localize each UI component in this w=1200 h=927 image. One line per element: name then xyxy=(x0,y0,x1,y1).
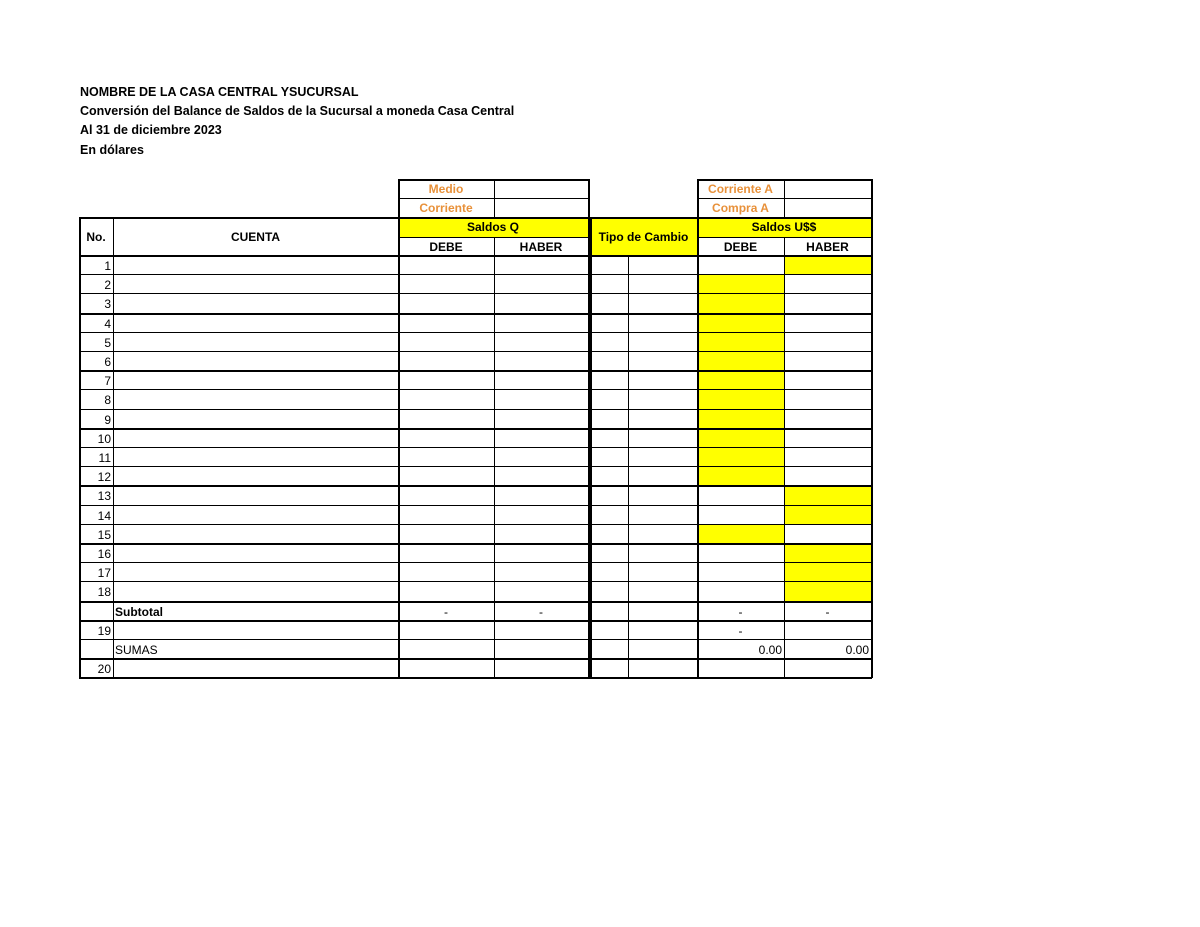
compra-a-label: Compra A xyxy=(712,200,769,215)
title-company: NOMBRE DE LA CASA CENTRAL YSUCURSAL xyxy=(80,85,359,99)
subtotal-usd-debe: - xyxy=(738,604,743,619)
usd-debe-header: DEBE xyxy=(723,239,758,254)
cuenta-cell[interactable] xyxy=(113,256,398,275)
tipo-cambio-cell[interactable] xyxy=(590,390,628,410)
sumas-label: SUMAS xyxy=(115,642,158,657)
saldos-usd-header: Saldos U$$ xyxy=(697,217,871,237)
tipo-cambio-cell-2[interactable] xyxy=(628,429,697,448)
q-debe-cell[interactable] xyxy=(398,525,494,544)
row-number: 15 xyxy=(97,527,111,542)
corriente-label: Corriente xyxy=(419,200,473,215)
title-date: Al 31 de diciembre 2023 xyxy=(80,123,222,137)
row-number: 19 xyxy=(97,623,111,638)
tipo-cambio-cell[interactable] xyxy=(590,352,628,371)
row-number: 6 xyxy=(104,354,111,369)
usd-haber-cell[interactable] xyxy=(784,506,871,525)
usd-debe-cell[interactable] xyxy=(697,544,784,563)
cuenta-cell[interactable] xyxy=(113,429,398,448)
q-haber-cell[interactable] xyxy=(494,448,588,467)
usd-haber-cell[interactable] xyxy=(784,429,871,448)
tipo-cambio-cell-2[interactable] xyxy=(628,448,697,467)
q-haber-cell[interactable] xyxy=(494,467,588,486)
usd-debe-cell[interactable] xyxy=(697,563,784,582)
q-debe-cell[interactable] xyxy=(398,467,494,486)
row-number: 10 xyxy=(97,431,111,446)
usd-debe-cell[interactable] xyxy=(697,410,784,429)
usd-haber-cell[interactable] xyxy=(784,333,871,352)
usd-debe-cell[interactable] xyxy=(697,390,784,410)
tipo-cambio-cell[interactable] xyxy=(590,275,628,294)
q-debe-cell[interactable] xyxy=(398,390,494,410)
title-currency: En dólares xyxy=(80,143,144,157)
cuenta-header: CUENTA xyxy=(230,229,281,244)
tipo-cambio-cell-2[interactable] xyxy=(628,256,697,275)
q-debe-cell[interactable] xyxy=(398,294,494,314)
row-number: 2 xyxy=(104,277,111,292)
q-debe-cell[interactable] xyxy=(398,506,494,525)
usd-haber-cell[interactable] xyxy=(784,525,871,544)
usd-haber-cell[interactable] xyxy=(784,314,871,333)
tipo-cambio-cell-2[interactable] xyxy=(628,582,697,602)
q-haber-cell[interactable] xyxy=(494,429,588,448)
row-number: 17 xyxy=(97,565,111,580)
tipo-cambio-cell-2[interactable] xyxy=(628,275,697,294)
cuenta-cell[interactable] xyxy=(113,352,398,371)
usd-debe-cell[interactable] xyxy=(697,333,784,352)
tipo-cambio-cell[interactable] xyxy=(590,467,628,486)
q-debe-cell[interactable] xyxy=(398,275,494,294)
tipo-cambio-cell[interactable] xyxy=(590,582,628,602)
cuenta-cell[interactable] xyxy=(113,314,398,333)
usd-debe-cell[interactable] xyxy=(697,525,784,544)
row-number: 5 xyxy=(104,335,111,350)
usd-haber-header: HABER xyxy=(806,239,849,254)
tipo-cambio-cell-2[interactable] xyxy=(628,467,697,486)
tipo-cambio-cell-2[interactable] xyxy=(628,333,697,352)
cuenta-cell[interactable] xyxy=(113,371,398,390)
usd-haber-cell[interactable] xyxy=(784,275,871,294)
cuenta-cell[interactable] xyxy=(113,294,398,314)
usd-debe-cell[interactable] xyxy=(697,275,784,294)
corriente-a-value[interactable] xyxy=(784,179,871,198)
cuenta-cell[interactable] xyxy=(113,467,398,486)
q-debe-cell[interactable] xyxy=(398,582,494,602)
q-haber-cell[interactable] xyxy=(494,506,588,525)
q-debe-cell[interactable] xyxy=(398,448,494,467)
q-haber-cell[interactable] xyxy=(494,486,588,506)
row-number: 11 xyxy=(98,450,111,465)
subtotal-q-haber: - xyxy=(539,604,543,619)
row-number: 4 xyxy=(104,316,111,331)
q-debe-header: DEBE xyxy=(429,239,463,254)
medio-value[interactable] xyxy=(494,179,588,198)
cuenta-cell[interactable] xyxy=(113,390,398,410)
q-haber-cell[interactable] xyxy=(494,582,588,602)
compra-a-value[interactable] xyxy=(784,198,871,217)
cuenta-cell[interactable] xyxy=(113,506,398,525)
subtotal-label: Subtotal xyxy=(115,604,163,619)
q-debe-cell[interactable] xyxy=(398,563,494,582)
tipo-cambio-cell[interactable] xyxy=(590,410,628,429)
usd-debe-cell[interactable] xyxy=(697,486,784,506)
cuenta-cell[interactable] xyxy=(113,410,398,429)
row-number: 7 xyxy=(104,373,111,388)
tipo-cambio-cell[interactable] xyxy=(590,486,628,506)
tipo-cambio-cell-2[interactable] xyxy=(628,506,697,525)
sumas-usd-haber: 0.00 xyxy=(845,642,869,657)
sumas-usd-debe: 0.00 xyxy=(758,642,782,657)
row-number: 18 xyxy=(97,585,111,599)
q-haber-cell[interactable] xyxy=(494,294,588,314)
tipo-cambio-cell[interactable] xyxy=(590,333,628,352)
tipo-cambio-cell-2[interactable] xyxy=(628,563,697,582)
cuenta-cell[interactable] xyxy=(113,448,398,467)
tipo-cambio-cell-2[interactable] xyxy=(628,410,697,429)
cuenta-cell[interactable] xyxy=(113,563,398,582)
usd-haber-cell[interactable] xyxy=(784,256,871,275)
usd-haber-cell[interactable] xyxy=(784,448,871,467)
q-debe-cell[interactable] xyxy=(398,410,494,429)
q-debe-cell[interactable] xyxy=(398,333,494,352)
row-number: 9 xyxy=(104,412,111,427)
q-haber-cell[interactable] xyxy=(494,256,588,275)
usd-debe-cell[interactable] xyxy=(697,352,784,371)
tipo-cambio-cell[interactable] xyxy=(590,506,628,525)
row-number: 12 xyxy=(97,469,111,484)
usd-debe-cell[interactable] xyxy=(697,429,784,448)
tipo-cambio-cell-2[interactable] xyxy=(628,314,697,333)
q-debe-cell[interactable] xyxy=(398,352,494,371)
tipo-cambio-cell[interactable] xyxy=(590,256,628,275)
tipo-cambio-cell[interactable] xyxy=(590,429,628,448)
row-number: 3 xyxy=(104,297,111,311)
tipo-cambio-cell-2[interactable] xyxy=(628,371,697,390)
q-haber-cell[interactable] xyxy=(494,314,588,333)
subtotal-usd-haber: - xyxy=(825,604,830,619)
tipo-cambio-cell[interactable] xyxy=(590,544,628,563)
row19-usd-debe: - xyxy=(738,623,743,638)
usd-haber-cell[interactable] xyxy=(784,410,871,429)
corriente-a-label: Corriente A xyxy=(708,181,773,196)
tipo-cambio-cell-2[interactable] xyxy=(628,390,697,410)
cuenta-cell[interactable] xyxy=(113,525,398,544)
usd-haber-cell[interactable] xyxy=(784,544,871,563)
row-number: 16 xyxy=(97,546,111,561)
row-number: 14 xyxy=(97,508,111,523)
q-haber-cell[interactable] xyxy=(494,390,588,410)
usd-debe-cell[interactable] xyxy=(697,256,784,275)
q-haber-header: HABER xyxy=(519,239,563,254)
tipo-cambio-cell-2[interactable] xyxy=(628,525,697,544)
cuenta-cell[interactable] xyxy=(113,275,398,294)
usd-debe-cell[interactable] xyxy=(697,582,784,602)
usd-debe-cell[interactable] xyxy=(697,448,784,467)
tipo-cambio-cell[interactable] xyxy=(590,371,628,390)
usd-haber-cell[interactable] xyxy=(784,371,871,390)
q-debe-cell[interactable] xyxy=(398,314,494,333)
q-debe-cell[interactable] xyxy=(398,256,494,275)
saldos-q-header: Saldos Q xyxy=(398,217,588,237)
q-debe-cell[interactable] xyxy=(398,544,494,563)
q-debe-cell[interactable] xyxy=(398,371,494,390)
cuenta-cell[interactable] xyxy=(113,544,398,563)
tipo-cambio-cell-2[interactable] xyxy=(628,352,697,371)
cuenta-cell[interactable] xyxy=(113,582,398,602)
tipo-cambio-cell[interactable] xyxy=(590,448,628,467)
tipo-cambio-cell[interactable] xyxy=(590,314,628,333)
usd-debe-cell[interactable] xyxy=(697,467,784,486)
title-description: Conversión del Balance de Saldos de la Sucursal a moneda Casa Central xyxy=(80,104,515,118)
usd-haber-cell[interactable] xyxy=(784,390,871,410)
q-debe-cell[interactable] xyxy=(398,429,494,448)
row-number: 8 xyxy=(104,393,111,407)
q-haber-cell[interactable] xyxy=(494,563,588,582)
q-haber-cell[interactable] xyxy=(494,410,588,429)
q-haber-cell[interactable] xyxy=(494,371,588,390)
usd-debe-cell[interactable] xyxy=(697,506,784,525)
tipo-cambio-cell-2[interactable] xyxy=(628,544,697,563)
cuenta-cell[interactable] xyxy=(113,486,398,506)
usd-debe-cell[interactable] xyxy=(697,371,784,390)
row-number: 1 xyxy=(104,258,111,273)
row-number: 20 xyxy=(97,661,111,676)
tipo-cambio-cell-2[interactable] xyxy=(628,486,697,506)
usd-haber-cell[interactable] xyxy=(784,467,871,486)
usd-debe-cell[interactable] xyxy=(697,314,784,333)
q-haber-cell[interactable] xyxy=(494,352,588,371)
tipo-cambio-cell-2[interactable] xyxy=(628,294,697,314)
q-debe-cell[interactable] xyxy=(398,486,494,506)
tipo-cambio-cell[interactable] xyxy=(590,294,628,314)
q-haber-cell[interactable] xyxy=(494,275,588,294)
usd-haber-cell[interactable] xyxy=(784,563,871,582)
corriente-value[interactable] xyxy=(494,198,588,217)
q-haber-cell[interactable] xyxy=(494,333,588,352)
row-number: 13 xyxy=(97,489,111,503)
no-header: No. xyxy=(86,229,106,244)
usd-haber-cell[interactable] xyxy=(784,294,871,314)
subtotal-q-debe: - xyxy=(444,604,448,619)
usd-haber-cell[interactable] xyxy=(784,486,871,506)
tipo-cambio-cell[interactable] xyxy=(590,563,628,582)
usd-haber-cell[interactable] xyxy=(784,352,871,371)
tipo-cambio-header: Tipo de Cambio xyxy=(590,217,697,256)
tipo-cambio-cell[interactable] xyxy=(590,525,628,544)
usd-debe-cell[interactable] xyxy=(697,294,784,314)
cuenta-cell[interactable] xyxy=(113,333,398,352)
usd-haber-cell[interactable] xyxy=(784,582,871,602)
medio-label: Medio xyxy=(428,181,464,196)
q-haber-cell[interactable] xyxy=(494,525,588,544)
q-haber-cell[interactable] xyxy=(494,544,588,563)
